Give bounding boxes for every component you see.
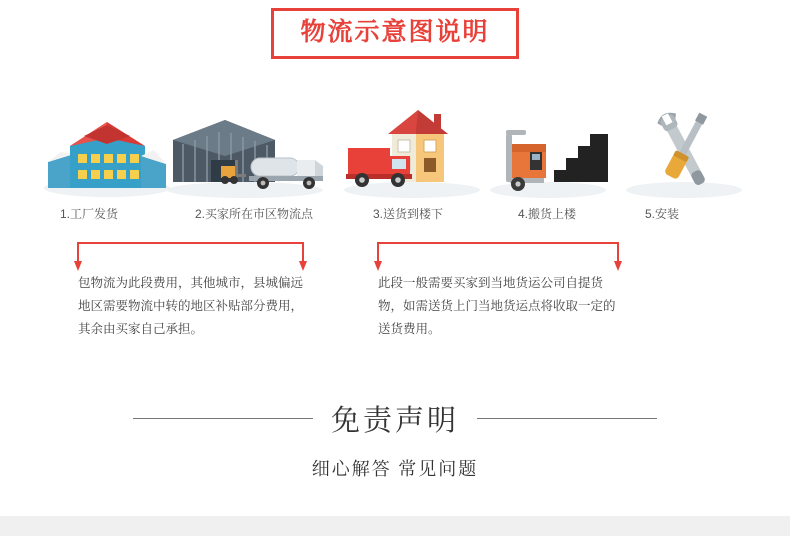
factory-building-icon	[40, 100, 175, 200]
step-label-carry: 4.搬货上楼	[518, 207, 577, 221]
step-icons-row	[40, 95, 750, 200]
house-delivery-truck-icon	[340, 100, 485, 200]
wrench-screwdriver-icon	[618, 100, 750, 200]
disclaimer-title: 免责声明	[330, 405, 459, 437]
title-container	[0, 8, 790, 59]
divider-right	[477, 418, 657, 419]
step-labels-row	[40, 205, 750, 225]
step-icon-delivery	[340, 100, 485, 200]
hand-trolley-stairs-icon	[488, 100, 618, 200]
warehouse-truck-icon	[163, 100, 328, 200]
page-title: 物流示意图说明	[300, 18, 490, 46]
description-right: 此段一般需要买家到当地货运公司自提货物，如需送货上门当地货运点将收取一定的送货费用。	[378, 276, 616, 336]
step-label-install: 5.安装	[645, 207, 680, 221]
step-icon-install	[618, 100, 750, 200]
divider-left	[133, 418, 313, 419]
disclaimer-section	[0, 398, 790, 481]
title-box	[271, 8, 518, 59]
disclaimer-title-row	[0, 398, 790, 439]
step-label-delivery: 3.送货到楼下	[373, 207, 444, 221]
description-left: 包物流为此段费用，其他城市，县城偏远地区需要物流中转的地区补贴部分费用，其余由买家自己承担。	[78, 276, 304, 336]
step-label-warehouse: 2.买家所在市区物流点	[195, 207, 314, 221]
bottom-strip	[0, 516, 790, 536]
step-icon-warehouse	[163, 100, 328, 200]
disclaimer-subtitle: 细心解答 常见问题	[311, 459, 479, 479]
step-icon-carry	[488, 100, 618, 200]
step-icon-factory	[40, 100, 175, 200]
step-label-factory: 1.工厂发货	[60, 207, 119, 221]
